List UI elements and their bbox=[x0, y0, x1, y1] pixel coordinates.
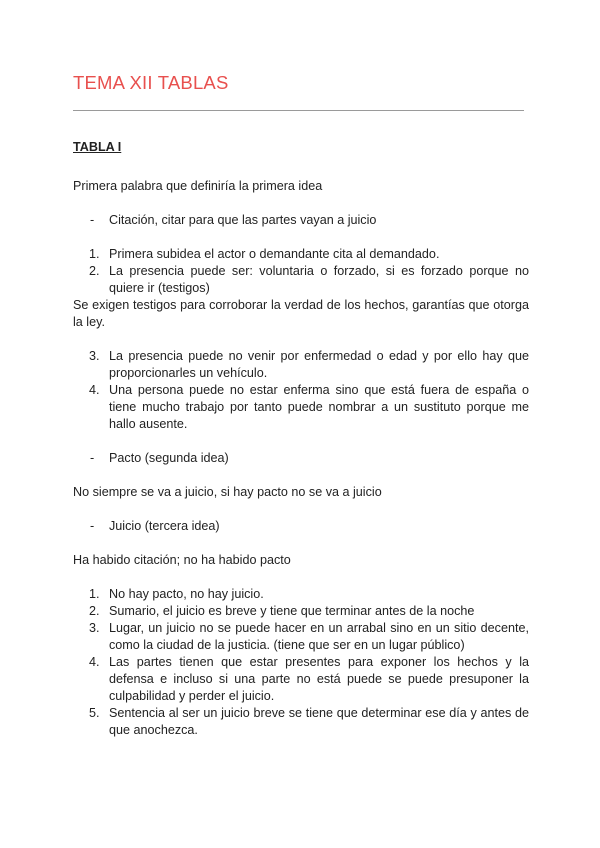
list-item-text: Una persona puede no estar enferma sino que está fuera de españa o tiene mucho trabajo por tanto puede nombrar a un sustituto porque me hallo ausente. bbox=[109, 383, 529, 431]
list-item bbox=[73, 705, 529, 739]
list-item bbox=[73, 246, 529, 263]
dash-item-citacion bbox=[73, 212, 529, 229]
numbered-list-2 bbox=[73, 348, 529, 433]
paragraph-intro: Primera palabra que definiría la primera idea bbox=[73, 179, 323, 193]
list-item-text: Primera subidea el actor o demandante cita al demandado. bbox=[109, 247, 440, 261]
list-number: 2. bbox=[89, 264, 100, 278]
document-title: TEMA XII TABLAS bbox=[73, 72, 229, 93]
paragraph-citacion: Ha habido citación; no ha habido pacto bbox=[73, 553, 291, 567]
list-item bbox=[73, 263, 529, 297]
list-item-text: Sumario, el juicio es breve y tiene que terminar antes de la noche bbox=[109, 604, 475, 618]
list-item bbox=[73, 603, 529, 620]
dash-item-text: Citación, citar para que las partes vayan a juicio bbox=[109, 213, 377, 227]
dash-item-text: Pacto (segunda idea) bbox=[109, 451, 229, 465]
list-number: 1. bbox=[89, 587, 100, 601]
title-divider bbox=[73, 110, 524, 111]
list-item-text: Lugar, un juicio no se puede hacer en un arrabal sino en un sitio decente, como la ciudad de la justicia. (tiene que ser en un lugar público) bbox=[109, 621, 529, 652]
list-item bbox=[73, 620, 529, 654]
dash-item-juicio bbox=[73, 518, 529, 535]
list-number: 2. bbox=[89, 604, 100, 618]
list-item-text: La presencia puede no venir por enfermedad o edad y por ello hay que proporcionarles un vehículo. bbox=[109, 349, 529, 380]
dash-bullet: - bbox=[90, 451, 95, 465]
paragraph-pacto: No siempre se va a juicio, si hay pacto no se va a juicio bbox=[73, 485, 382, 499]
list-item bbox=[73, 654, 529, 705]
dash-item-text: Juicio (tercera idea) bbox=[109, 519, 220, 533]
document-body bbox=[73, 139, 529, 739]
dash-bullet: - bbox=[90, 213, 95, 227]
list-item-text: No hay pacto, no hay juicio. bbox=[109, 587, 264, 601]
list-item bbox=[73, 382, 529, 433]
dash-item-pacto bbox=[73, 450, 529, 467]
paragraph-testigos: Se exigen testigos para corroborar la verdad de los hechos, garantías que otorga la ley. bbox=[73, 298, 529, 329]
list-number: 4. bbox=[89, 655, 100, 669]
list-item-text: Las partes tienen que estar presentes para exponer los hechos y la defensa e incluso si una parte no está puede se puede presuponer la culpabilidad y perder el juicio. bbox=[109, 655, 529, 703]
list-item bbox=[73, 348, 529, 382]
list-number: 3. bbox=[89, 349, 100, 363]
numbered-list-3 bbox=[73, 586, 529, 739]
numbered-list-1 bbox=[73, 246, 529, 297]
dash-bullet: - bbox=[90, 519, 95, 533]
list-number: 1. bbox=[89, 247, 100, 261]
section-heading: TABLA I bbox=[73, 140, 122, 154]
list-item-text: La presencia puede ser: voluntaria o forzado, si es forzado porque no quiere ir (testigos) bbox=[109, 264, 529, 295]
list-item-text: Sentencia al ser un juicio breve se tiene que determinar ese día y antes de que anochezca. bbox=[109, 706, 529, 737]
list-number: 3. bbox=[89, 621, 100, 635]
list-number: 4. bbox=[89, 383, 100, 397]
list-number: 5. bbox=[89, 706, 100, 720]
list-item bbox=[73, 586, 529, 603]
